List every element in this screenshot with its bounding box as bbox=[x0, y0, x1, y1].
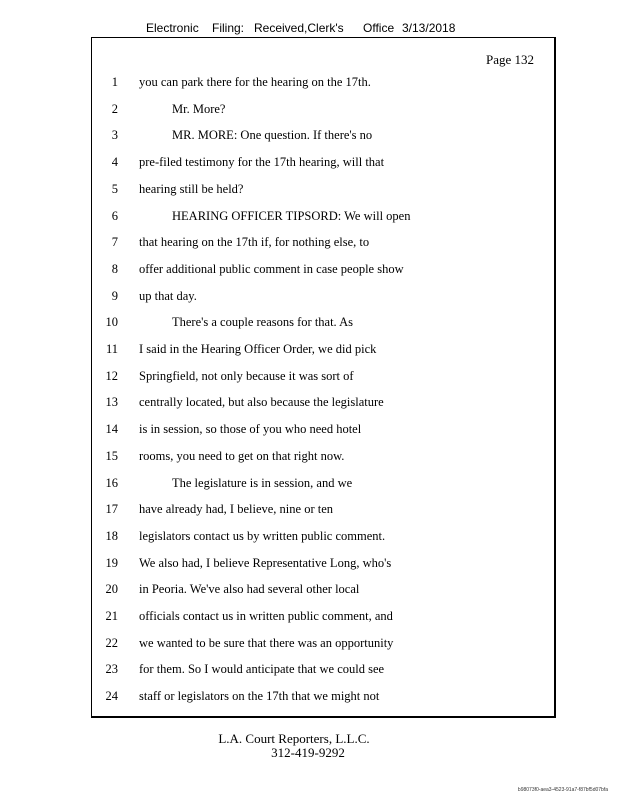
line-number: 23 bbox=[105, 662, 118, 677]
transcript-line: HEARING OFFICER TIPSORD: We will open bbox=[172, 208, 411, 223]
transcript-line: officials contact us in written public comment, and bbox=[139, 609, 393, 623]
transcript-line: you can park there for the hearing on the 17th. bbox=[139, 75, 371, 89]
line-number: 12 bbox=[105, 368, 118, 383]
filing-stamp-header bbox=[0, 21, 618, 37]
transcript-line: Springfield, not only because it was sort of bbox=[139, 368, 354, 383]
line-number: 20 bbox=[105, 582, 118, 597]
line-number: 17 bbox=[105, 502, 118, 517]
transcript-line: have already had, I believe, nine or ten bbox=[139, 502, 334, 517]
transcript-line: is in session, so those of you who need hotel bbox=[139, 422, 362, 437]
line-number: 3 bbox=[111, 128, 118, 143]
transcript-line: pre-filed testimony for the 17th hearing, will that bbox=[139, 155, 385, 170]
line-number: 13 bbox=[105, 395, 118, 410]
transcript-line: for them. So I would anticipate that we could see bbox=[139, 662, 385, 677]
line-number: 8 bbox=[111, 261, 118, 276]
line-number: 15 bbox=[105, 448, 118, 463]
line-number: 1 bbox=[111, 75, 118, 89]
line-number: 10 bbox=[105, 315, 118, 330]
page-number: Page 132 bbox=[485, 52, 534, 67]
line-number: 21 bbox=[105, 609, 118, 623]
transcript-line: The legislature is in session, and we bbox=[172, 475, 353, 490]
line-number: 14 bbox=[105, 422, 118, 437]
transcript-line: centrally located, but also because the legislature bbox=[139, 395, 384, 410]
reporter-name: L.A. Court Reporters, L.L.C. bbox=[218, 731, 370, 746]
transcript-line: rooms, you need to get on that right now. bbox=[139, 448, 345, 463]
filing-word-received: Received,Clerk's bbox=[254, 21, 344, 35]
document-id: b98073f0-aea3-4523-91a7-f87bf5d07bfa bbox=[517, 787, 608, 793]
line-number: 4 bbox=[111, 155, 118, 170]
line-number: 22 bbox=[105, 635, 118, 650]
line-number: 19 bbox=[105, 555, 118, 570]
line-number: 18 bbox=[105, 528, 118, 543]
line-number: 9 bbox=[111, 288, 118, 303]
reporter-phone: 312-419-9292 bbox=[271, 745, 345, 760]
transcript-line: we wanted to be sure that there was an opportunity bbox=[139, 635, 394, 650]
line-number: 5 bbox=[111, 181, 118, 196]
reporter-footer bbox=[0, 732, 618, 760]
transcript-line: hearing still be held? bbox=[139, 181, 244, 196]
filing-date: 3/13/2018 bbox=[402, 21, 456, 35]
line-number: 16 bbox=[105, 475, 118, 490]
transcript-line: There's a couple reasons for that. As bbox=[172, 315, 354, 330]
line-number: 11 bbox=[105, 342, 118, 356]
line-number: 6 bbox=[111, 208, 118, 223]
transcript-line: up that day. bbox=[139, 288, 197, 303]
transcript-line: I said in the Hearing Officer Order, we did pick bbox=[139, 342, 377, 356]
transcript-page bbox=[91, 37, 556, 718]
transcript-line: offer additional public comment in case people show bbox=[139, 261, 404, 276]
transcript-line: MR. MORE: One question. If there's no bbox=[172, 128, 373, 143]
transcript-line: Mr. More? bbox=[172, 101, 226, 116]
filing-word-electronic: Electronic bbox=[146, 21, 199, 35]
line-number: 7 bbox=[111, 235, 118, 250]
line-number: 24 bbox=[105, 689, 118, 704]
filing-word-office: Office bbox=[363, 21, 395, 35]
line-number: 2 bbox=[111, 101, 118, 116]
transcript-line: that hearing on the 17th if, for nothing else, to bbox=[139, 235, 370, 250]
transcript-line: We also had, I believe Representative Long, who's bbox=[139, 555, 392, 570]
transcript-line: legislators contact us by written public comment. bbox=[139, 528, 386, 543]
filing-word-filing: Filing: bbox=[212, 21, 245, 35]
transcript-line: in Peoria. We've also had several other local bbox=[139, 582, 360, 597]
transcript-line: staff or legislators on the 17th that we might not bbox=[139, 689, 380, 704]
